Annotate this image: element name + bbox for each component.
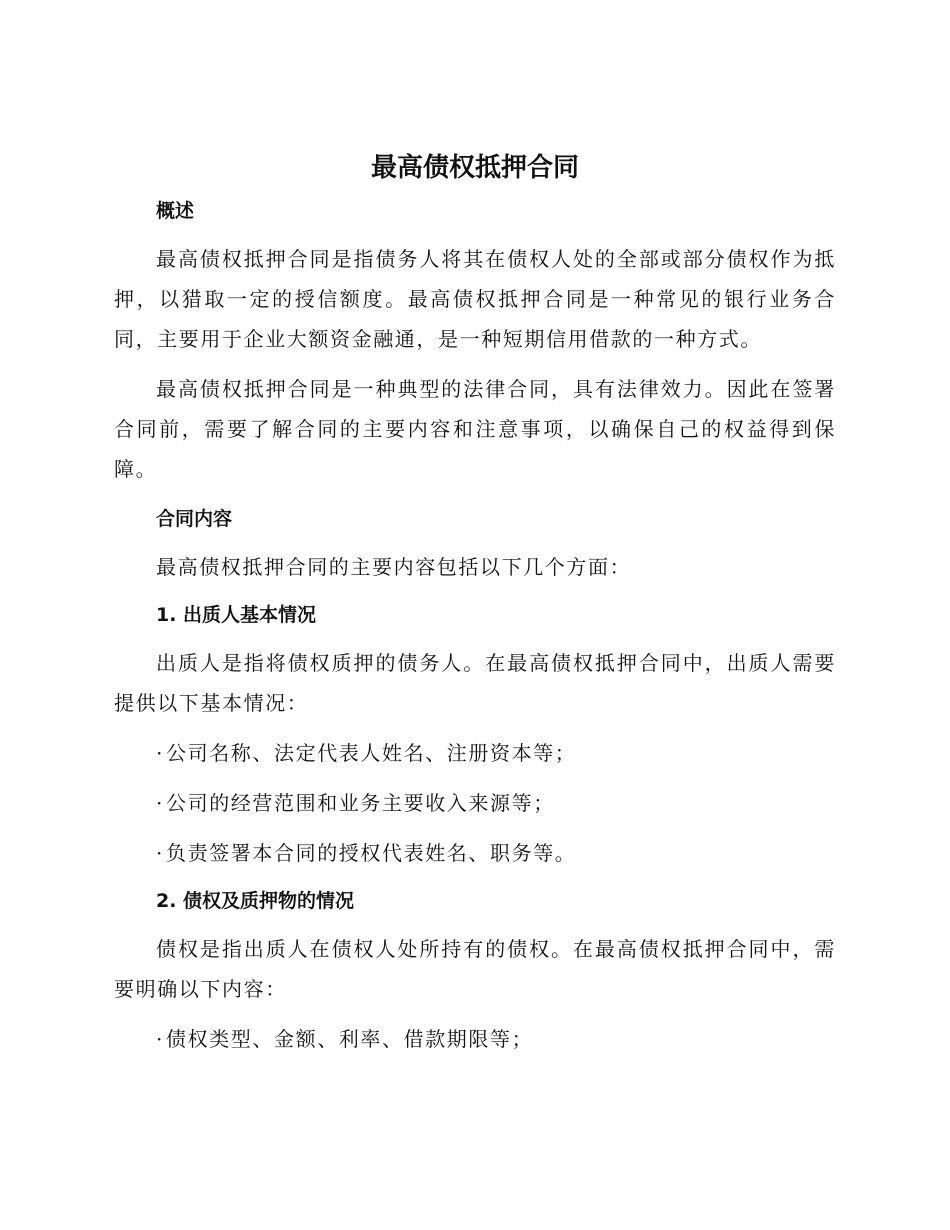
- paragraph-item-1: 出质人是指将债权质押的债务人。在最高债权抵押合同中，出质人需要提供以下基本情况：: [114, 651, 836, 715]
- bullet-dot: ·: [156, 1027, 164, 1051]
- paragraph-content-intro: 最高债权抵押合同的主要内容包括以下几个方面：: [156, 555, 632, 579]
- subheading-item-2: 2. 债权及质押物的情况: [156, 890, 355, 912]
- paragraph-overview-2: 最高债权抵押合同是一种典型的法律合同，具有法律效力。因此在签署合同前，需要了解合同的主要内容和注意事项，以确保自己的权益得到保障。: [114, 377, 836, 481]
- bullet-text: 债权类型、金额、利率、借款期限等；: [166, 1027, 534, 1051]
- bullet-text: 公司的经营范围和业务主要收入来源等；: [166, 791, 555, 815]
- document-body: [114, 193, 836, 1059]
- paragraph-overview-1: 最高债权抵押合同是指债务人将其在债权人处的全部或部分债权作为抵押，以猎取一定的授信额度。最高债权抵押合同是一种常见的银行业务合同，主要用于企业大额资金融通，是一种短期信用借款的一种方式。: [114, 247, 836, 351]
- bullet-text: 负责签署本合同的授权代表姓名、职务等。: [166, 841, 577, 865]
- bullet-text: 公司名称、法定代表人姓名、注册资本等；: [166, 741, 577, 765]
- bullet-item-1-1: [114, 733, 836, 773]
- section-heading-overview: 概述: [156, 200, 195, 222]
- bullet-item-2-1: [114, 1019, 836, 1059]
- paragraph-item-2: 债权是指出质人在债权人处所持有的债权。在最高债权抵押合同中，需要明确以下内容：: [114, 937, 836, 1001]
- bullet-dot: ·: [156, 841, 164, 865]
- section-heading-content: 合同内容: [156, 508, 233, 530]
- bullet-dot: ·: [156, 791, 164, 815]
- document-title: 最高债权抵押合同: [370, 153, 579, 183]
- bullet-item-1-3: [114, 833, 836, 873]
- subheading-item-1: 1. 出质人基本情况: [156, 604, 317, 626]
- bullet-item-1-2: [114, 783, 836, 823]
- bullet-dot: ·: [156, 741, 164, 765]
